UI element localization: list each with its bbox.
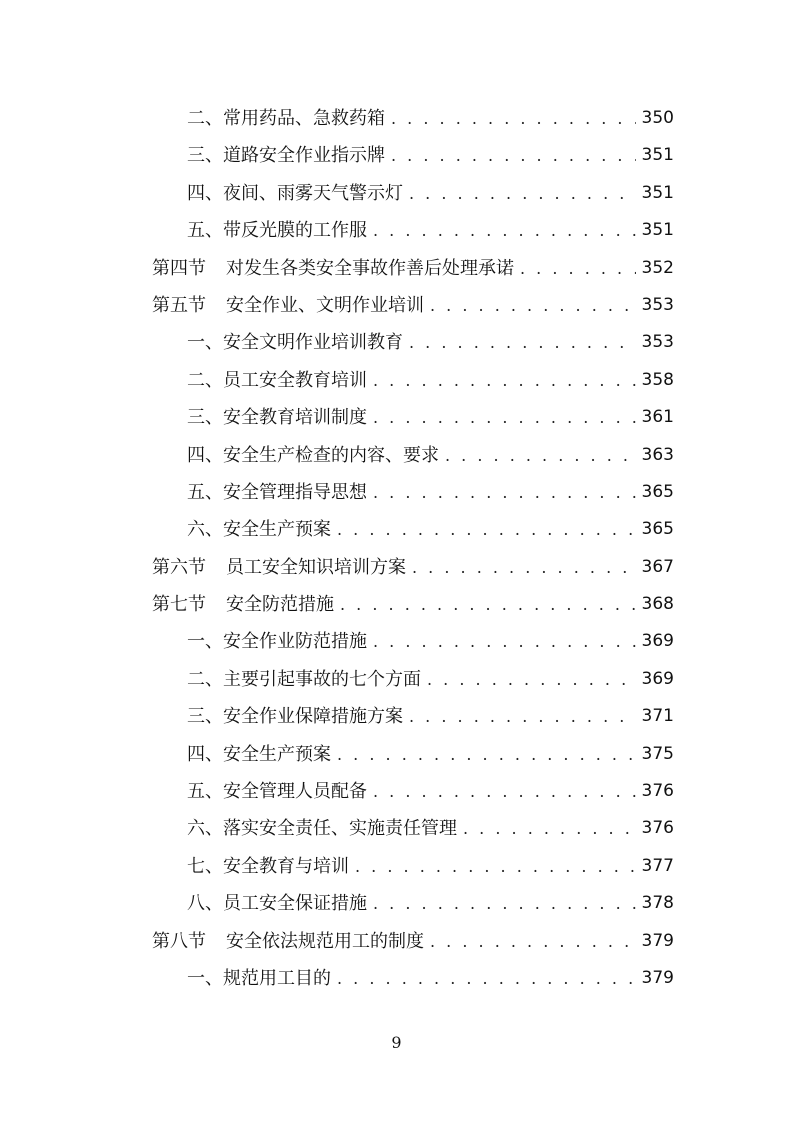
toc-entry-text: 七、安全教育与培训 (187, 855, 349, 877)
toc-section-entry[interactable] (152, 923, 674, 960)
toc-subsection-entry[interactable] (152, 623, 674, 660)
toc-entry-title (152, 549, 406, 586)
toc-dot-leader (409, 324, 636, 361)
toc-dot-leader (409, 698, 636, 735)
toc-subsection-entry[interactable] (152, 736, 674, 773)
toc-dot-leader (373, 212, 636, 249)
toc-entry-text: 八、员工安全保证措施 (187, 893, 367, 915)
toc-entry-text: 四、夜间、雨雾天气警示灯 (187, 182, 403, 204)
page-number: 9 (391, 1033, 402, 1052)
toc-page-number: 369 (641, 631, 674, 652)
toc-page-number: 378 (641, 893, 674, 914)
toc-entry-text: 三、道路安全作业指示牌 (187, 145, 385, 167)
toc-subsection-entry[interactable] (152, 100, 674, 137)
toc-entry-text: 四、安全生产检查的内容、要求 (187, 444, 439, 466)
toc-subsection-entry[interactable] (152, 362, 674, 399)
toc-entry-text: 安全作业、文明作业培训 (226, 294, 424, 316)
toc-dot-leader (391, 100, 636, 137)
toc-section-entry[interactable] (152, 250, 674, 287)
toc-entry-text: 五、安全管理指导思想 (187, 481, 367, 503)
toc-entry-title (187, 399, 367, 436)
toc-subsection-entry[interactable] (152, 137, 674, 174)
toc-page-number: 351 (641, 182, 674, 203)
toc-page-number: 361 (641, 407, 674, 428)
toc-subsection-entry[interactable] (152, 175, 674, 212)
toc-entry-title (152, 250, 514, 287)
toc-section-number: 第四节 (152, 257, 206, 279)
toc-page-number: 377 (641, 855, 674, 876)
toc-entry-text: 六、安全生产预案 (187, 519, 331, 541)
toc-page-number: 353 (641, 294, 674, 315)
toc-entry-title (187, 362, 367, 399)
toc-subsection-entry[interactable] (152, 324, 674, 361)
toc-dot-leader (427, 661, 636, 698)
toc-entry-text: 一、规范用工目的 (187, 967, 331, 989)
toc-entry-text: 对发生各类安全事故作善后处理承诺 (226, 257, 514, 279)
toc-dot-leader (337, 960, 636, 997)
toc-dot-leader (373, 399, 636, 436)
toc-entry-title (187, 773, 367, 810)
toc-dot-leader (463, 810, 636, 847)
toc-subsection-entry[interactable] (152, 661, 674, 698)
toc-entry-title (187, 324, 403, 361)
toc-entry-title (187, 474, 367, 511)
toc-page-number: 379 (641, 930, 674, 951)
toc-page-number: 365 (641, 481, 674, 502)
toc-entry-title (152, 586, 334, 623)
toc-page-number: 352 (641, 257, 674, 278)
toc-page-number: 375 (641, 743, 674, 764)
toc-dot-leader (373, 885, 636, 922)
toc-subsection-entry[interactable] (152, 773, 674, 810)
toc-entry-title (187, 212, 367, 249)
toc-entry-title (187, 623, 367, 660)
toc-entry-text: 四、安全生产预案 (187, 743, 331, 765)
toc-dot-leader (373, 623, 636, 660)
toc-page-number: 371 (641, 706, 674, 727)
toc-section-entry[interactable] (152, 287, 674, 324)
toc-entry-text: 五、安全管理人员配备 (187, 781, 367, 803)
toc-page-number: 376 (641, 781, 674, 802)
toc-page-number: 368 (641, 594, 674, 615)
toc-dot-leader (520, 250, 636, 287)
toc-page-number: 376 (641, 818, 674, 839)
toc-dot-leader (373, 474, 636, 511)
toc-section-entry[interactable] (152, 549, 674, 586)
toc-dot-leader (337, 511, 636, 548)
toc-page-number: 353 (641, 332, 674, 353)
toc-dot-leader (355, 848, 636, 885)
toc-entry-text: 一、安全作业防范措施 (187, 631, 367, 653)
toc-page-number: 358 (641, 369, 674, 390)
toc-dot-leader (373, 362, 636, 399)
toc-entry-text: 二、主要引起事故的七个方面 (187, 668, 421, 690)
toc-entry-title (187, 848, 349, 885)
toc-entry-title (152, 923, 424, 960)
toc-entry-title (187, 511, 331, 548)
toc-dot-leader (409, 175, 636, 212)
toc-page-number: 367 (641, 556, 674, 577)
toc-page-number: 351 (641, 220, 674, 241)
toc-dot-leader (430, 287, 636, 324)
toc-subsection-entry[interactable] (152, 474, 674, 511)
toc-entry-title (187, 661, 421, 698)
toc-page-number: 350 (641, 108, 674, 128)
toc-subsection-entry[interactable] (152, 399, 674, 436)
toc-dot-leader (337, 736, 636, 773)
toc-subsection-entry[interactable] (152, 698, 674, 735)
toc-subsection-entry[interactable] (152, 511, 674, 548)
toc-section-number: 第六节 (152, 556, 206, 578)
toc-page-number: 365 (641, 519, 674, 540)
toc-entry-text: 安全依法规范用工的制度 (226, 930, 424, 952)
toc-entry-text: 安全防范措施 (226, 594, 334, 616)
toc-section-number: 第八节 (152, 930, 206, 952)
toc-entry-title (187, 100, 385, 137)
toc-entry-title (187, 137, 385, 174)
toc-subsection-entry[interactable] (152, 848, 674, 885)
toc-entry-text: 二、常用药品、急救药箱 (187, 108, 385, 129)
toc-entry-text: 三、安全作业保障措施方案 (187, 706, 403, 728)
toc-subsection-entry[interactable] (152, 437, 674, 474)
toc-section-number: 第五节 (152, 294, 206, 316)
toc-subsection-entry[interactable] (152, 212, 674, 249)
toc-entry-title (187, 698, 403, 735)
toc-entry-title (187, 736, 331, 773)
toc-page-number: 379 (641, 967, 674, 988)
toc-entry-text: 三、安全教育培训制度 (187, 407, 367, 429)
toc-page-number: 351 (641, 145, 674, 166)
toc-subsection-entry[interactable] (152, 810, 674, 847)
toc-dot-leader (445, 437, 636, 474)
toc-entry-title (187, 437, 439, 474)
toc-page-number: 369 (641, 668, 674, 689)
toc-entry-text: 六、落实安全责任、实施责任管理 (187, 818, 457, 840)
toc-entry-text: 员工安全知识培训方案 (226, 556, 406, 578)
toc-dot-leader (340, 586, 636, 623)
toc-subsection-entry[interactable] (152, 960, 674, 997)
toc-dot-leader (373, 773, 636, 810)
toc-page-number: 363 (641, 444, 674, 465)
toc-entry-title (187, 810, 457, 847)
toc-entry-title (187, 960, 331, 997)
toc-dot-leader (430, 923, 636, 960)
toc-section-entry[interactable] (152, 586, 674, 623)
toc-section-number: 第七节 (152, 594, 206, 616)
table-of-contents (152, 100, 674, 997)
toc-entry-text: 二、员工安全教育培训 (187, 369, 367, 391)
toc-entry-title (187, 885, 367, 922)
toc-entry-title (187, 175, 403, 212)
toc-entry-title (152, 287, 424, 324)
toc-dot-leader (391, 137, 636, 174)
toc-entry-text: 五、带反光膜的工作服 (187, 220, 367, 242)
toc-entry-text: 一、安全文明作业培训教育 (187, 332, 403, 354)
toc-subsection-entry[interactable] (152, 885, 674, 922)
toc-dot-leader (412, 549, 636, 586)
